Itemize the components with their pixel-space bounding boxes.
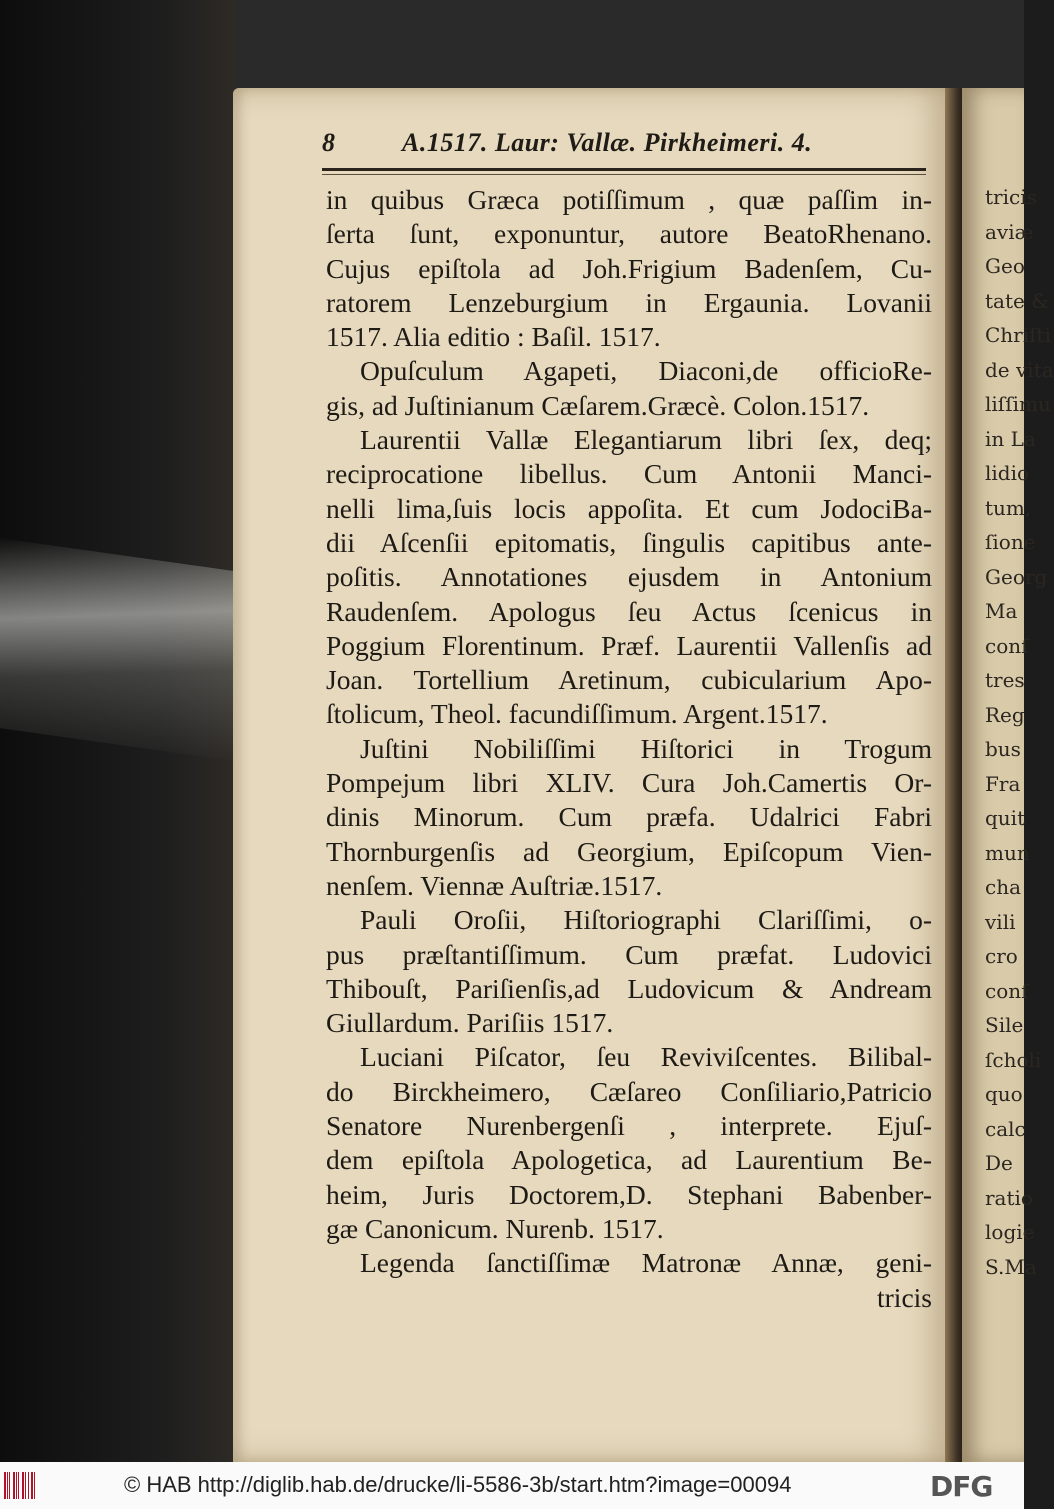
text-line: Laurentii Vallæ Elegantiarum libri ſex, deq; bbox=[360, 424, 932, 456]
adjacent-fragment: cha bbox=[985, 875, 1022, 899]
adjacent-fragment: tres bbox=[985, 668, 1025, 692]
page-number: 8 bbox=[322, 128, 335, 157]
text-line: ſerta ſunt, exponuntur, autore BeatoRhenano. bbox=[326, 218, 932, 250]
adjacent-fragment: vili bbox=[985, 909, 1016, 934]
adjacent-fragment: bus bbox=[985, 737, 1021, 761]
adjacent-fragment: ſione bbox=[985, 530, 1036, 554]
header-rule bbox=[322, 168, 926, 171]
adjacent-fragment: Reg bbox=[985, 702, 1025, 727]
adjacent-fragment: tum, bbox=[985, 495, 1032, 520]
copyright-link[interactable]: © HAB http://diglib.hab.de/drucke/li-5586-3b/start.htm?image=00094 bbox=[124, 1472, 792, 1497]
adjacent-fragment: Chriſti bbox=[985, 323, 1051, 347]
text-line: Legenda ſanctiſſimæ Matronæ Annæ, geni- bbox=[360, 1247, 932, 1279]
text-line: Thornburgenſis ad Georgium, Epiſcopum Vien- bbox=[326, 835, 932, 867]
adjacent-fragment: quit bbox=[985, 806, 1026, 830]
adjacent-fragment: conſ bbox=[985, 978, 1029, 1003]
text-line: Senatore Nurenbergenſi , interprete. Ejuſ- bbox=[326, 1110, 932, 1142]
text-line: Pompejum libri XLIV. Cura Joh.Camertis Or- bbox=[326, 767, 932, 799]
text-line: nelli lima,ſuis locis appoſita. Et cum JodociBa- bbox=[326, 492, 932, 524]
running-head: A.1517. Laur: Vallæ. Pirkheimeri. 4. bbox=[402, 128, 813, 157]
adjacent-fragment: Fra bbox=[985, 771, 1021, 796]
text-line: ſtolicum, Theol. facundiſſimum. Argent.1517. bbox=[326, 698, 828, 730]
adjacent-fragment: cro bbox=[985, 944, 1018, 968]
header-rule-thin bbox=[322, 174, 926, 175]
adjacent-fragment: de vita bbox=[985, 357, 1054, 382]
text-line: dem epiſtola Apologetica, ad Laurentium Be- bbox=[326, 1144, 932, 1176]
footer-bar bbox=[0, 1462, 1024, 1509]
adjacent-fragment: logie bbox=[985, 1220, 1035, 1244]
text-line: tricis bbox=[877, 1281, 932, 1313]
text-line: in quibus Græca potiſſimum , quæ paſſim in- bbox=[326, 184, 932, 215]
text-line: Pauli Oroſii, Hiſtoriographi Clariſſimi, o- bbox=[360, 904, 932, 936]
adjacent-fragment: mun bbox=[985, 840, 1030, 865]
adjacent-fragment: ſcholi bbox=[985, 1047, 1042, 1072]
text-line: 1517. Alia editio : Baſil. 1517. bbox=[326, 321, 661, 353]
text-line: heim, Juris Doctorem,D. Stephani Babenber- bbox=[326, 1178, 932, 1210]
text-line: dinis Minorum. Cum præfa. Udalrici Fabri bbox=[326, 801, 932, 833]
adjacent-fragment: calc bbox=[985, 1116, 1026, 1141]
adjacent-fragment: tricis bbox=[985, 185, 1037, 209]
adjacent-fragment: Sile bbox=[985, 1013, 1024, 1037]
text-line: gæ Canonicum. Nurenb. 1517. bbox=[326, 1212, 664, 1244]
page-body bbox=[326, 183, 932, 1315]
hab-barcode-icon bbox=[4, 1472, 38, 1499]
text-line: Opuſculum Agapeti, Diaconi,de officioRe- bbox=[360, 355, 932, 387]
adjacent-fragment: Georg bbox=[985, 564, 1048, 589]
text-line: gis, ad Juſtinianum Cæſarem.Græcè. Colon.1517. bbox=[326, 389, 870, 421]
adjacent-fragment: in La bbox=[985, 426, 1036, 451]
adjacent-fragment: liſſimu bbox=[985, 392, 1051, 416]
adjacent-fragment: De bbox=[985, 1151, 1013, 1175]
text-line: Poggium Florentinum. Præf. Laurentii Vallenſis ad bbox=[326, 629, 932, 661]
adjacent-fragment: quo bbox=[985, 1082, 1023, 1106]
page-header bbox=[322, 128, 932, 172]
adjacent-fragment: ratio bbox=[985, 1185, 1033, 1210]
text-line: reciprocatione libellus. Cum Antonii Manci- bbox=[326, 458, 932, 490]
text-line: do Birckheimero, Cæſareo Conſiliario,Patricio bbox=[326, 1075, 932, 1107]
adjacent-fragment: aviæ bbox=[985, 219, 1034, 244]
text-line: dii Aſcenſii epitomatis, ſingulis capitibus ante- bbox=[326, 526, 932, 558]
adjacent-fragment: Ma bbox=[985, 599, 1018, 623]
dfg-logo-icon: DFG bbox=[930, 1470, 993, 1503]
text-line: Luciani Piſcator, ſeu Reviviſcentes. Bilibal- bbox=[360, 1041, 932, 1073]
text-line: Raudenſem. Apologus ſeu Actus ſcenicus in bbox=[326, 595, 932, 627]
text-line: nenſem. Viennæ Auſtriæ.1517. bbox=[326, 869, 663, 901]
adjacent-fragment: Geo bbox=[985, 254, 1025, 278]
text-line: Joan. Tortellium Aretinum, cubicularium Apo- bbox=[326, 664, 932, 696]
text-line: pus præſtantiſſimum. Cum præfat. Ludovici bbox=[326, 938, 932, 970]
adjacent-fragment: tate & bbox=[985, 288, 1049, 313]
adjacent-fragment: conſ bbox=[985, 633, 1029, 658]
text-line: Giullardum. Pariſiis 1517. bbox=[326, 1007, 614, 1039]
adjacent-fragment: lidio bbox=[985, 461, 1030, 485]
text-line: Juſtini Nobiliſſimi Hiſtorici in Trogum bbox=[360, 732, 932, 764]
adjacent-fragment: S.Ma bbox=[985, 1254, 1037, 1279]
text-line: Cujus epiſtola ad Joh.Frigium Badenſem, Cu- bbox=[326, 252, 932, 284]
text-line: ratorem Lenzeburgium in Ergaunia. Lovanii bbox=[326, 286, 932, 318]
text-line: poſitis. Annotationes ejusdem in Antonium bbox=[326, 561, 932, 593]
text-line: Thibouſt, Pariſienſis,ad Ludovicum & Andream bbox=[326, 972, 932, 1004]
light-glare bbox=[0, 537, 250, 764]
